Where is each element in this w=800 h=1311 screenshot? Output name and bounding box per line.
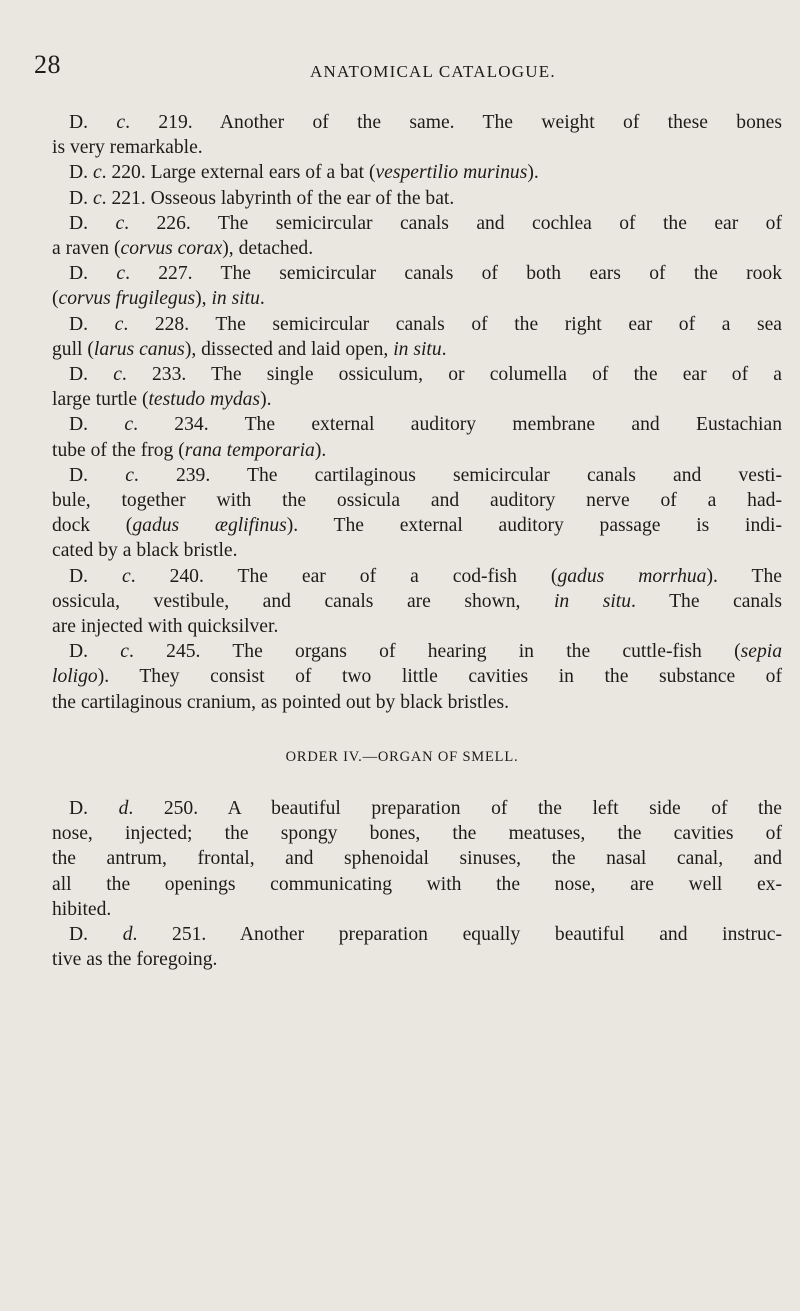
page-number: 28 (34, 50, 61, 79)
entry-line: nose, injected; the spongy bones, the meatuses, the cavities of (52, 823, 782, 845)
entry-line: D. c. 220. Large external ears of a bat (vespertilio murinus). (69, 162, 539, 184)
running-head: ANATOMICAL CATALOGUE. (310, 62, 556, 81)
entry-line: ossicula, vestibule, and canals are shown, in situ. The canals (52, 590, 782, 612)
entry-lines-2 (52, 796, 782, 972)
entry-line: D. c. 226. The semicircular canals and cochlea of the ear of (69, 212, 782, 234)
page-body (52, 110, 782, 973)
entry-line: D. c. 240. The ear of a cod-fish (gadus morrhua). The (69, 565, 782, 587)
entry-line: loligo). They consist of two little cavities in the substance of (52, 666, 782, 688)
entry-line: tive as the foregoing. (52, 949, 218, 971)
entry-line: the cartilaginous cranium, as pointed out by black bristles. (52, 691, 510, 713)
entry-line: D. c. 228. The semicircular canals of the right ear of a sea (69, 313, 783, 335)
entry-line: the antrum, frontal, and sphenoidal sinuses, the nasal canal, and (52, 848, 782, 870)
entry-line: cated by a black bristle. (52, 540, 238, 562)
entry-line: a raven (corvus corax), detached. (52, 238, 314, 260)
entry-lines (52, 110, 782, 715)
entry-line: (corvus frugilegus), in situ. (52, 288, 265, 310)
entry-line: are injected with quicksilver. (52, 616, 279, 638)
entry-line: tube of the frog (rana temporaria). (52, 439, 327, 461)
section-heading: ORDER IV.—ORGAN OF SMELL. (285, 748, 519, 765)
entry-line: gull (larus canus), dissected and laid open, in situ. (52, 338, 447, 360)
entry-line: large turtle (testudo mydas). (52, 389, 272, 411)
entry-line: D. c. 227. The semicircular canals of both ears of the rook (69, 263, 782, 285)
entry-line: hibited. (52, 898, 112, 920)
entry-line: D. c. 233. The single ossiculum, or columella of the ear of a (69, 364, 782, 386)
entry-line: is very remarkable. (52, 137, 203, 159)
entry-line: all the openings communicating with the nose, are well ex- (52, 873, 782, 895)
entry-line: D. c. 221. Osseous labyrinth of the ear of the bat. (69, 187, 455, 209)
entry-line: dock (gadus æglifinus). The external auditory passage is indi- (52, 515, 783, 537)
entry-line: D. c. 219. Another of the same. The weight of these bones (69, 112, 782, 133)
entry-line: bule, together with the ossicula and auditory nerve of a had- (52, 490, 782, 512)
entry-line: D. c. 234. The external auditory membrane and Eustachian (69, 414, 782, 436)
entry-line: D. d. 251. Another preparation equally beautiful and instruc- (69, 924, 782, 946)
entry-line: D. c. 239. The cartilaginous semicircular canals and vesti- (69, 464, 782, 486)
entry-line: D. d. 250. A beautiful preparation of the left side of the (69, 798, 782, 820)
entry-line: D. c. 245. The organs of hearing in the cuttle-fish (sepia (69, 641, 782, 663)
